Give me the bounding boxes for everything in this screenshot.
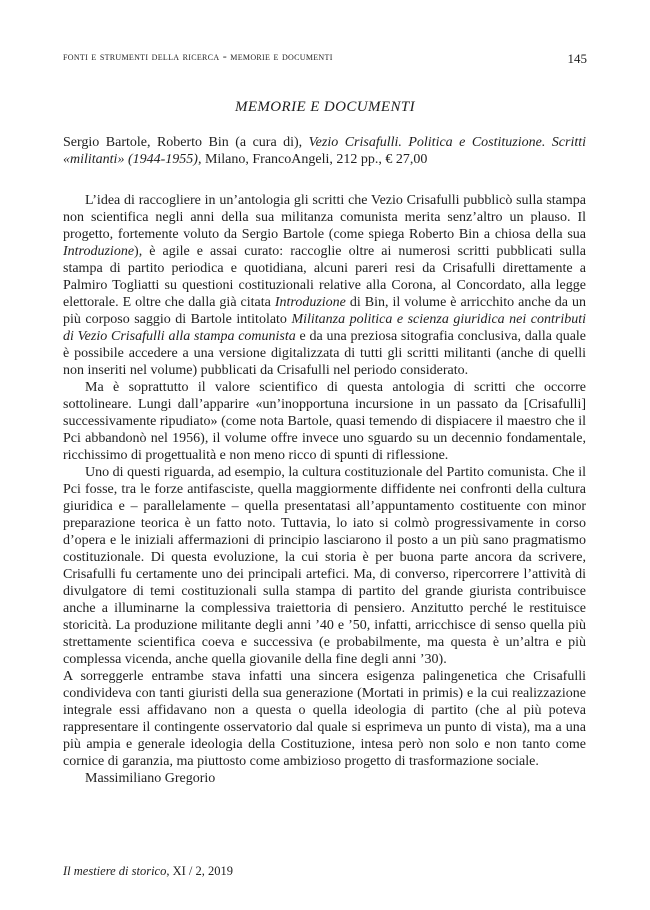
text-run: ), è agile e assai curato: raccoglie oltre ai numerosi scritti pubblicati sulla stampa di partito periodica e quotidiana, alcuni pareri resi da Crisafulli direttamente a Palmiro Togliatti su questioni costituzionali relative alla Corona, al Concordato, alla legge elettorale. E oltre che dalla già citata [63, 244, 586, 310]
book-reference [63, 134, 586, 168]
review-paragraph [63, 464, 586, 668]
italic-text-run: Introduzione [274, 295, 346, 310]
book-title: Vezio Crisafulli. Politica e Costituzione. Scritti «militanti» (1944-1955) [63, 135, 587, 167]
page-number: 145 [567, 51, 587, 66]
review-author-signature: Massimiliano Gregorio [85, 771, 216, 786]
book-authors: Sergio Bartole, Roberto Bin (a cura di), [63, 135, 303, 150]
running-head: fonti e strumenti della ricerca - memorie e documenti [63, 49, 333, 63]
text-run: Ma è soprattutto il valore scientifico di questa antologia di scritti che occorre sottolineare. Lungi dall’apparire «un’inopportuna incursione in un passato da [Crisafulli] successivamente ripudiato» (come nota Bartole, quasi temendo di dispiacere il maestro che il Pci abbandonò nel 1956), il volume offre invece uno sguardo su un decennio fondamentale, ricchissimo di progettualità e non meno ricco di spunti di riflessione. [63, 380, 586, 463]
review-paragraph [63, 379, 586, 464]
review-paragraph [63, 192, 586, 379]
italic-text-run: Militanza politica e scienza giuridica nei contributi di Vezio Crisafulli alla stampa comunista [63, 312, 586, 344]
book-publication: , Milano, FrancoAngeli, 212 pp., € 27,00 [197, 152, 428, 167]
review-body [63, 192, 586, 787]
italic-text-run: Introduzione [63, 244, 135, 259]
text-run: di Bin, il volume è arricchito anche da un più corposo saggio di Bartole intitolato [63, 295, 586, 327]
journal-footer [63, 864, 233, 879]
section-title: MEMORIE E DOCUMENTI [234, 99, 416, 115]
journal-name: Il mestiere di storico [63, 864, 167, 878]
text-run: Uno di questi riguarda, ad esempio, la cultura costituzionale del Partito comunista. Che il Pci fosse, tra le forze antifasciste, quella maggiormente diffidente nei confronti della cultura giuridica e – parallelamente – quella presentatasi all’appuntamento costituente con minor preparazione teorica è un fatto noto. Tuttavia, lo iato si colmò progressivamente in corso d’opera e le iniziali affermazioni di principio lasciarono il posto a un più sano pragmatismo costituzionale. Di questa evoluzione, la cui storia è per buona parte ancora da scrivere, Crisafulli fu certamente uno dei principali artefici. Ma, di converso, ripercorrere l’attività di divulgatore di temi costituzionali sulla stampa di partito del grande giurista contribuisce anche a illuminarne la complessiva traiettoria di pensiero. Anzitutto perché le restituisce storicità. La produzione militante degli anni ’40 e ’50, infatti, arricchisce di senso quella più strettamente scientifica coeva e successiva (e probabilmente, ma questa è un’altra e più complessa vicenda, anche quella giovanile della fine degli anni ’30). [63, 465, 586, 667]
text-run: L’idea di raccogliere in un’antologia gli scritti che Vezio Crisafulli pubblicò sulla stampa non scientifica negli anni della sua militanza comunista merita senz’altro un plauso. Il progetto, fortemente voluto da Sergio Bartole (come spiega Roberto Bin a chiosa della sua [63, 193, 586, 242]
text-run: e da una preziosa sitografia conclusiva, dalla quale è possibile accedere a una versione digitalizzata di tutti gli scritti militanti (anche di quelli non inseriti nel volume) pubblicati da Crisafulli nel periodo considerato. [63, 329, 587, 378]
journal-issue: , XI / 2, 2019 [166, 864, 234, 878]
text-run: A sorreggerle entrambe stava infatti una sincera esigenza palingenetica che Crisafulli condivideva con tanti giuristi della sua generazione (Mortati in primis) e la cui realizzazione integrale essi affidavano non a questa o quella ideologia di partito (che al più poteva rappresentare il contingente osservatorio dal quale si esprimeva un punto di vista), ma a una più ampia e generale ideologia della Costituzione, intesa però non solo e non tanto come cornice di garanzia, ma piuttosto come ambizioso progetto di trasformazione sociale. [63, 669, 586, 769]
review-paragraph [63, 668, 586, 770]
